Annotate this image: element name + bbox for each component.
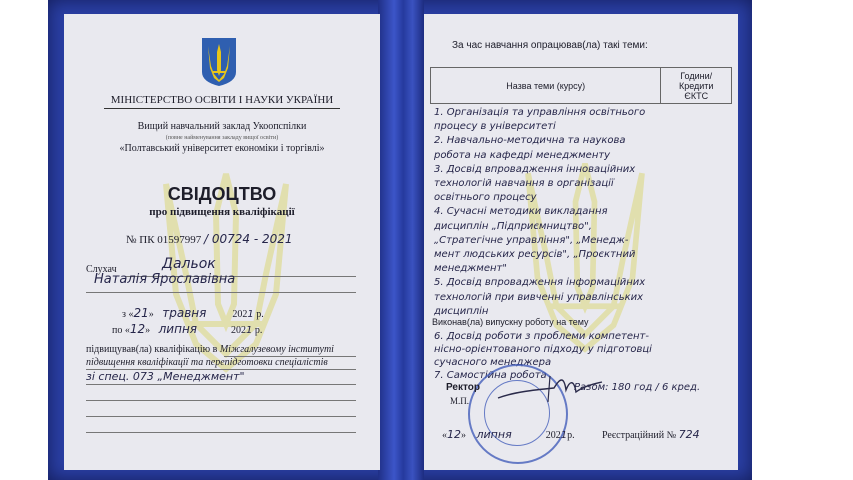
- thesis-line: 7. Самостійна робота: [434, 370, 547, 381]
- to-day: 12: [129, 322, 146, 336]
- topic-line: дисциплін: [434, 305, 489, 317]
- date-day: 12: [447, 428, 461, 441]
- col-hours-header: [661, 68, 732, 104]
- study-from-date: з «21» травня 2021 р.: [122, 306, 264, 320]
- left-page: [64, 14, 380, 470]
- col-hours-line1: Години/: [680, 70, 713, 81]
- date-month: липня: [476, 428, 512, 441]
- mp-label: М.П.: [450, 396, 470, 406]
- topic-line: менеджмент": [434, 263, 507, 275]
- from-month: травня: [162, 306, 207, 320]
- col-hours-line2: Кредити: [678, 80, 714, 91]
- topics-list: [434, 106, 730, 319]
- to-label: по: [112, 325, 123, 336]
- thesis-line: нісно-орієнтованого підходу у підготовці: [434, 344, 652, 355]
- to-month: липня: [158, 322, 198, 336]
- to-year-suffix: р.: [254, 325, 263, 336]
- institution-note: (повне найменування закладу вищої освіти): [165, 135, 279, 141]
- right-page: [424, 14, 738, 470]
- topic-line: процесу в університеті: [434, 121, 556, 133]
- registry-number: 724: [678, 428, 700, 441]
- institution-line2: «Полтавський університет економіки і торгівлі»: [119, 143, 325, 154]
- cover-spine: [378, 0, 424, 480]
- topic-line: мент людських ресурсів", „Проєктний: [434, 249, 636, 261]
- improved-qualification: [86, 344, 334, 355]
- topic-line: 1. Організація та управління освітнього: [434, 107, 646, 118]
- listener-label: Слухач: [86, 264, 117, 275]
- topic-line: технологій при вивченні управлінських: [434, 291, 644, 303]
- topic-line: 4. Сучасні методики викладання: [434, 206, 608, 218]
- number-label: №: [126, 234, 137, 246]
- certificate-title: СВІДОЦТВО: [167, 184, 277, 204]
- topic-line: дисциплін „Підприємництво",: [434, 220, 592, 232]
- rector-label: Ректор: [446, 382, 480, 393]
- listener-given-names: Наталія Ярославівна: [94, 272, 236, 287]
- topics-table: [430, 67, 732, 104]
- from-year-digit: 1: [247, 309, 254, 320]
- from-label: з: [122, 309, 126, 320]
- from-year-suffix: р.: [256, 309, 264, 320]
- listener-surname: Дальок: [162, 256, 216, 272]
- topic-line: технологій навчання в організації: [434, 178, 614, 190]
- date-year-digit: 1: [560, 430, 568, 441]
- thesis-line: 6. Досвід роботи з проблеми компетент-: [434, 331, 649, 342]
- improved-place1: Міжгалузевому інституті: [219, 344, 334, 355]
- specialty-handwritten: зі спец. 073 „Менеджмент": [86, 370, 245, 383]
- topic-line: 2. Навчально-методична та наукова: [434, 135, 626, 147]
- topic-line: 5. Досвід впровадження інформаційних: [434, 277, 646, 289]
- institution-line1: Вищий навчальний заклад Укоопспілки: [137, 121, 307, 132]
- study-to-date: по «12» липня 2021 р.: [112, 322, 263, 336]
- to-year-prefix: 202: [231, 325, 247, 336]
- topic-line: „Стратегічне управління", „Менедж-: [434, 234, 629, 246]
- number-handwritten: / 00724 - 2021: [204, 232, 293, 246]
- registry-label: Реєстраційний №: [602, 430, 677, 441]
- from-year-prefix: 202: [232, 309, 248, 320]
- certificate-subtitle: про підвищення кваліфікації: [149, 206, 295, 218]
- date-year-suffix: р.: [567, 430, 575, 441]
- thesis-line: сучасного менеджера: [434, 357, 552, 368]
- thesis-label: Виконав(ла) випускну роботу на тему: [432, 317, 589, 327]
- col-topic-header: Назва теми (курсу): [431, 68, 661, 104]
- coat-of-arms-icon: [200, 36, 238, 88]
- total-hours: Разом: 180 год / 6 кред.: [574, 382, 701, 393]
- improved-label: підвищував(ла) кваліфікацію в: [86, 344, 218, 355]
- from-day: 21: [133, 306, 149, 320]
- ministry-title: МІНІСТЕРСТВО ОСВІТИ І НАУКИ УКРАЇНИ: [110, 94, 334, 106]
- col-hours-line3: ЄКТС: [684, 90, 709, 101]
- number-printed: ПК 01597997: [139, 234, 202, 246]
- certificate-number: [126, 232, 293, 246]
- registry: [602, 428, 700, 441]
- topic-line: робота на кафедрі менеджменту: [434, 149, 611, 161]
- topic-line: освітнього процесу: [434, 192, 537, 204]
- topic-line: 3. Досвід впровадження інноваційних: [434, 163, 636, 175]
- issue-date: «12» липня 2021р.: [442, 428, 575, 441]
- date-year-prefix: 202: [545, 430, 561, 441]
- improved-place2: підвищення кваліфікації та перепідготовки спеціалістів: [86, 357, 328, 368]
- topics-header: За час навчання опрацював(ла) такі теми:: [452, 40, 648, 51]
- to-year-digit: 1: [246, 325, 253, 336]
- rector-signature: [494, 372, 604, 406]
